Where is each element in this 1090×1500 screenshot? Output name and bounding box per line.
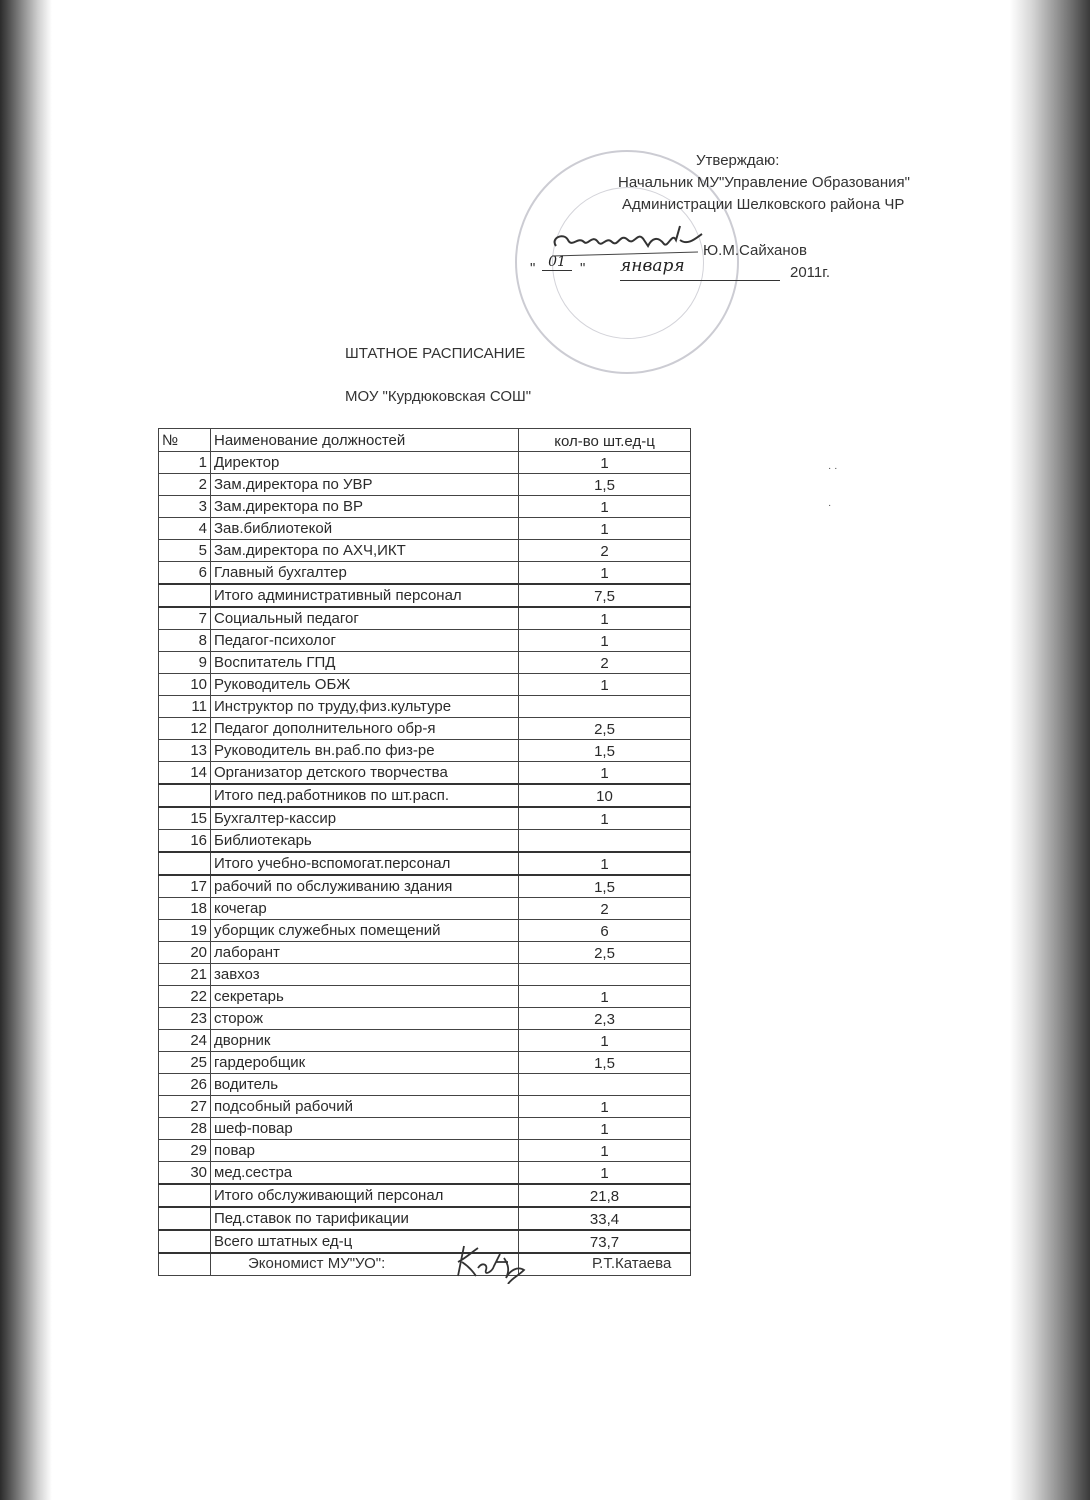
economist-signature xyxy=(452,1240,532,1289)
cell-qty: 33,4 xyxy=(519,1207,691,1230)
cell-position: рабочий по обслуживанию здания xyxy=(211,875,519,898)
document-title: ШТАТНОЕ РАСПИСАНИЕ xyxy=(345,345,526,362)
cell-num: 22 xyxy=(159,986,211,1008)
scan-mark: · xyxy=(828,500,832,511)
table-row xyxy=(159,1118,691,1140)
cell-position: Зам.директора по АХЧ,ИКТ xyxy=(211,540,519,562)
approval-line-3: Администрации Шелковского района ЧР xyxy=(622,196,905,213)
table-row xyxy=(159,986,691,1008)
economist-name: Р.Т.Катаева xyxy=(592,1255,672,1272)
cell-num: 1 xyxy=(159,452,211,474)
cell-qty xyxy=(519,830,691,853)
cell-num: 3 xyxy=(159,496,211,518)
cell-position: Зам.директора по УВР xyxy=(211,474,519,496)
cell-qty: 1 xyxy=(519,674,691,696)
cell-position: Библиотекарь xyxy=(211,830,519,853)
cell-position: Инструктор по труду,физ.культуре xyxy=(211,696,519,718)
header-name: Наименование должностей xyxy=(211,429,519,452)
cell-qty: 1 xyxy=(519,762,691,785)
table-header-row xyxy=(159,429,691,452)
cell-num xyxy=(159,1184,211,1207)
header-qty: кол-во шт.ед-ц xyxy=(519,429,691,452)
cell-num: 19 xyxy=(159,920,211,942)
cell-qty: 1 xyxy=(519,807,691,830)
approver-name: Ю.М.Сайханов xyxy=(703,242,807,259)
table-row xyxy=(159,1052,691,1074)
staff-table xyxy=(158,428,691,1276)
cell-qty: 1 xyxy=(519,1096,691,1118)
table-row xyxy=(159,630,691,652)
cell-position: Итого учебно-вспомогат.персонал xyxy=(211,852,519,875)
date-day: 01 xyxy=(542,254,572,271)
approval-date xyxy=(530,254,860,282)
cell-num: 11 xyxy=(159,696,211,718)
date-underline xyxy=(620,280,780,281)
table-row xyxy=(159,830,691,853)
cell-qty: 1 xyxy=(519,1030,691,1052)
cell-qty: 1 xyxy=(519,1118,691,1140)
approval-line-2: Начальник МУ"Управление Образования" xyxy=(618,174,910,191)
table-row xyxy=(159,1030,691,1052)
cell-qty: 1,5 xyxy=(519,474,691,496)
cell-num: 13 xyxy=(159,740,211,762)
table-row xyxy=(159,807,691,830)
cell-num: 20 xyxy=(159,942,211,964)
cell-position: Итого пед.работников по шт.расп. xyxy=(211,784,519,807)
economist-role: Экономист МУ"УО": xyxy=(248,1255,386,1272)
cell-qty: 1 xyxy=(519,496,691,518)
table-row xyxy=(159,518,691,540)
cell-qty: 2,5 xyxy=(519,718,691,740)
table-row xyxy=(159,1096,691,1118)
organization-name: МОУ "Курдюковская СОШ" xyxy=(345,388,532,405)
cell-qty: 2,5 xyxy=(519,942,691,964)
table-total-row xyxy=(159,1184,691,1207)
cell-num: 24 xyxy=(159,1030,211,1052)
cell-num: 25 xyxy=(159,1052,211,1074)
cell-position: Директор xyxy=(211,452,519,474)
cell-num: 5 xyxy=(159,540,211,562)
cell-position: секретарь xyxy=(211,986,519,1008)
cell-qty xyxy=(519,696,691,718)
table-total-row xyxy=(159,584,691,607)
scan-edge-right xyxy=(1010,0,1090,1500)
cell-position: Организатор детского творчества xyxy=(211,762,519,785)
cell-position: уборщик служебных помещений xyxy=(211,920,519,942)
cell-position: дворник xyxy=(211,1030,519,1052)
cell-num: 28 xyxy=(159,1118,211,1140)
cell-qty: 6 xyxy=(519,920,691,942)
cell-num xyxy=(159,1230,211,1253)
cell-qty: 1 xyxy=(519,630,691,652)
cell-position: Руководитель вн.раб.по физ-ре xyxy=(211,740,519,762)
cell-qty: 1 xyxy=(519,518,691,540)
cell-position: Бухгалтер-кассир xyxy=(211,807,519,830)
cell-qty: 10 xyxy=(519,784,691,807)
scan-marks xyxy=(828,463,837,511)
cell-num: 6 xyxy=(159,562,211,585)
economist-signature-drawing xyxy=(452,1240,532,1284)
table-row xyxy=(159,1074,691,1096)
table-row xyxy=(159,562,691,585)
table-row xyxy=(159,452,691,474)
cell-position: Воспитатель ГПД xyxy=(211,652,519,674)
cell-position: Педагог дополнительного обр-я xyxy=(211,718,519,740)
table-row xyxy=(159,920,691,942)
cell-position: гардеробщик xyxy=(211,1052,519,1074)
cell-num: 15 xyxy=(159,807,211,830)
cell-qty: 2 xyxy=(519,540,691,562)
cell-num: 12 xyxy=(159,718,211,740)
cell-position: подсобный рабочий xyxy=(211,1096,519,1118)
approval-block xyxy=(600,150,1000,216)
cell-num: 30 xyxy=(159,1162,211,1185)
table-row xyxy=(159,696,691,718)
cell-qty: 1,5 xyxy=(519,1052,691,1074)
cell-qty: 1 xyxy=(519,452,691,474)
cell-qty xyxy=(519,1074,691,1096)
cell-qty: 7,5 xyxy=(519,584,691,607)
table-row xyxy=(159,718,691,740)
cell-qty: 1,5 xyxy=(519,875,691,898)
cell-num: 10 xyxy=(159,674,211,696)
cell-num: 26 xyxy=(159,1074,211,1096)
approval-line-1: Утверждаю: xyxy=(696,152,780,169)
date-quote-open: " xyxy=(530,260,536,277)
cell-qty: 2 xyxy=(519,898,691,920)
table-row xyxy=(159,652,691,674)
header-num: № xyxy=(159,429,211,452)
table-row xyxy=(159,898,691,920)
date-quote-close: " xyxy=(580,260,586,277)
table-row xyxy=(159,1008,691,1030)
cell-num: 27 xyxy=(159,1096,211,1118)
cell-qty: 73,7 xyxy=(519,1230,691,1253)
cell-position: сторож xyxy=(211,1008,519,1030)
cell-position: мед.сестра xyxy=(211,1162,519,1185)
cell-qty: 1 xyxy=(519,562,691,585)
scan-edge-left xyxy=(0,0,52,1500)
table-row xyxy=(159,474,691,496)
cell-position: Итого обслуживающий персонал xyxy=(211,1184,519,1207)
cell-qty: 1 xyxy=(519,607,691,630)
cell-position: Пед.ставок по тарификации xyxy=(211,1207,519,1230)
table-row xyxy=(159,942,691,964)
table-total-row xyxy=(159,852,691,875)
table-row xyxy=(159,607,691,630)
table-total-row xyxy=(159,784,691,807)
cell-qty: 1 xyxy=(519,1140,691,1162)
cell-position: Зам.директора по ВР xyxy=(211,496,519,518)
cell-position: повар xyxy=(211,1140,519,1162)
table-row xyxy=(159,1140,691,1162)
cell-position: Социальный педагог xyxy=(211,607,519,630)
cell-num: 9 xyxy=(159,652,211,674)
cell-qty: 21,8 xyxy=(519,1184,691,1207)
cell-num: 8 xyxy=(159,630,211,652)
cell-num: 21 xyxy=(159,964,211,986)
cell-num: 2 xyxy=(159,474,211,496)
cell-num: 29 xyxy=(159,1140,211,1162)
cell-position: завхоз xyxy=(211,964,519,986)
cell-position: Руководитель ОБЖ xyxy=(211,674,519,696)
table-row xyxy=(159,762,691,785)
cell-qty xyxy=(519,964,691,986)
table-row xyxy=(159,496,691,518)
cell-num xyxy=(159,784,211,807)
cell-position: Всего штатных ед-ц xyxy=(211,1230,519,1253)
cell-qty: 2 xyxy=(519,652,691,674)
cell-num: 18 xyxy=(159,898,211,920)
table-row xyxy=(159,540,691,562)
cell-position: Зав.библиотекой xyxy=(211,518,519,540)
date-month: января xyxy=(620,256,685,276)
cell-num: 17 xyxy=(159,875,211,898)
cell-position: Педагог-психолог xyxy=(211,630,519,652)
date-year: 2011г. xyxy=(790,264,831,281)
cell-num: 16 xyxy=(159,830,211,853)
cell-position: водитель xyxy=(211,1074,519,1096)
scan-mark: · · xyxy=(828,463,838,474)
cell-position: лаборант xyxy=(211,942,519,964)
cell-qty: 1,5 xyxy=(519,740,691,762)
cell-qty: 1 xyxy=(519,986,691,1008)
cell-num: 4 xyxy=(159,518,211,540)
cell-position: кочегар xyxy=(211,898,519,920)
cell-position: шеф-повар xyxy=(211,1118,519,1140)
table-row xyxy=(159,740,691,762)
cell-position: Итого административный персонал xyxy=(211,584,519,607)
cell-position: Главный бухгалтер xyxy=(211,562,519,585)
table-total-row xyxy=(159,1230,691,1253)
cell-qty: 2,3 xyxy=(519,1008,691,1030)
cell-qty: 1 xyxy=(519,1162,691,1185)
cell-num xyxy=(159,852,211,875)
cell-num xyxy=(159,1207,211,1230)
table-row xyxy=(159,674,691,696)
cell-num: 23 xyxy=(159,1008,211,1030)
table-row xyxy=(159,875,691,898)
cell-qty: 1 xyxy=(519,852,691,875)
cell-num: 7 xyxy=(159,607,211,630)
cell-num: 14 xyxy=(159,762,211,785)
table-total-row xyxy=(159,1207,691,1230)
table-row xyxy=(159,1162,691,1185)
table-row xyxy=(159,964,691,986)
cell-num xyxy=(159,1253,211,1276)
cell-num xyxy=(159,584,211,607)
